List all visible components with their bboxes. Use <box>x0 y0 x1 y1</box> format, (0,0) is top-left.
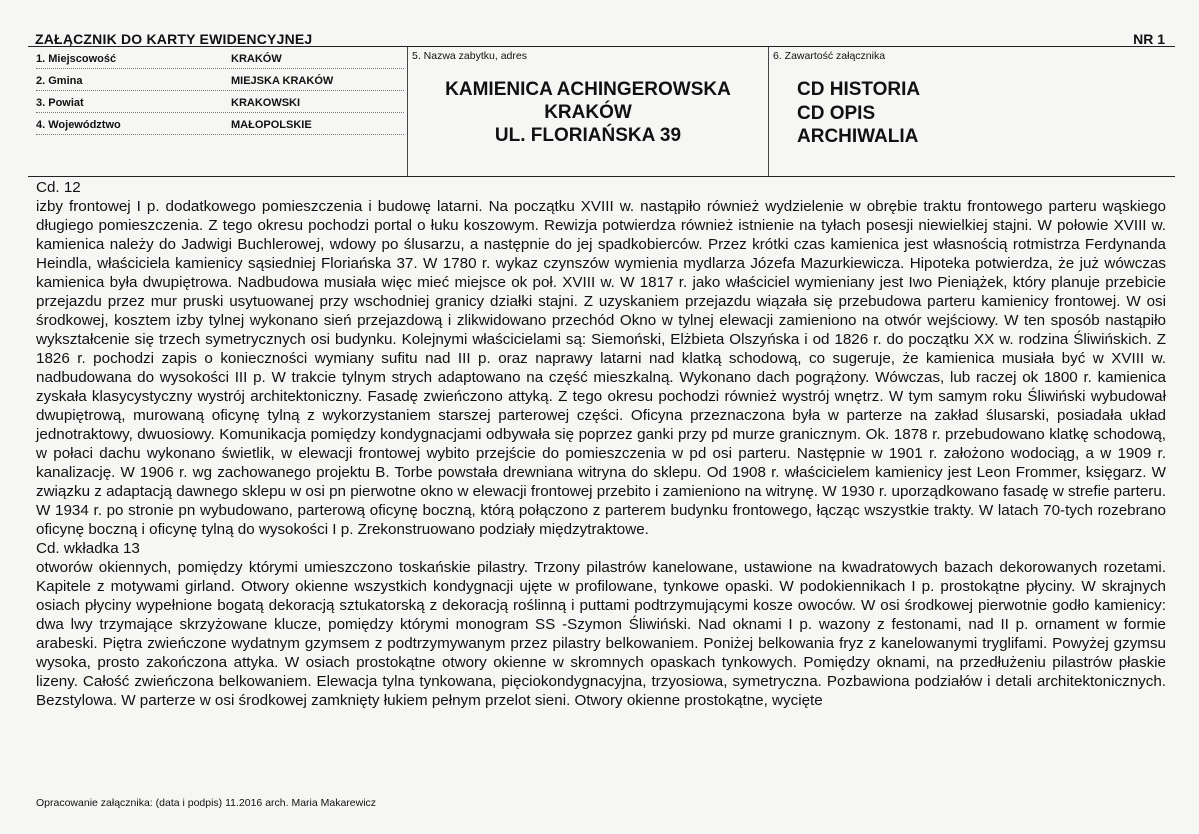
object-line: UL. FLORIAŃSKA 39 <box>494 125 682 146</box>
field-voivodeship <box>36 113 404 135</box>
document-number: NR 1 <box>1133 31 1165 47</box>
field-commune <box>36 69 404 91</box>
contents-line: CD OPIS <box>797 102 876 124</box>
field-value: MIEJSKA KRAKÓW <box>231 75 334 87</box>
field-label: 1. Miejscowość <box>36 53 117 65</box>
footer-author: Opracowanie załącznika: (data i podpis) 11.2016 arch. Maria Makarewicz <box>36 797 377 809</box>
contents-line: ARCHIWALIA <box>797 126 919 147</box>
section-title: Cd. wkładka 13 <box>36 540 140 557</box>
header-bottom-rule <box>28 176 1175 177</box>
location-fields <box>36 47 404 135</box>
section-title: Cd. 12 <box>36 179 81 196</box>
object-line: KAMIENICA ACHINGEROWSKA <box>445 79 731 100</box>
field-value: KRAKÓW <box>231 53 282 65</box>
contents-box <box>797 78 920 149</box>
field-value: MAŁOPOLSKIE <box>231 119 312 131</box>
body-text <box>36 178 1166 710</box>
field-county <box>36 91 404 113</box>
object-name-box <box>408 78 768 147</box>
section-paragraph: izby frontowej I p. dodatkowego pomieszczenia i budowę latarni. Na początku XVIII w. nastąpiło również wydzielenie w obrębie traktu frontowego parteru wąskiego długiego pomieszczenia. Z tego okresu pochodzi portal o łuku koszowym. Rewizja potwierdza również istnienie na tyłach posesji niewielkiej stajni. W połowie XVIII w. kamienica należy do Jadwigi Buchlerowej, wdowy po ślusarzu, a następnie do jej spadkobierców. Przez krótki czas kamienica jest własnością rotmistrza Ferdynanda Heindla, właściciela kamienicy sąsiedniej Floriańska 37. W 1780 r. wykaz czynszów wymienia mydlarza Józefa Mazurkiewicza. Hipoteka potwierdza, że już wówczas kamienica była dwupiętrowa. Nadbudowa musiała więc mieć miejsce ok poł. XVIII w. W 1817 r. jako właściciel wymieniany jest Iwo Pieniążek, który planuje przebicie przejazdu przez mur pruski usytuowanej przy wschodniej granicy działki stajni. Z uzyskaniem przejazdu wiązała się przebudowa parteru kamienicy frontowej. W osi środkowej, kosztem izby tylnej wykonano sień przejazdową i zlikwidowano przechód Okno w tylnej elewacji zamieniono na otwór wejściowy. W ten sposób nastąpiło wykształcenie się trzech symetrycznych osi budynku. Kolejnymi właścicielami są: Siemoński, Elżbieta Olszyńska i od 1826 r. do początku XX w. rodzina Śliwińskich. Z 1826 r. pochodzi zapis o konieczności wymiany sufitu nad III p. oraz naprawy latarni nad klatką schodową, co sugeruje, że kamienica musiała być w XVIII w. nadbudowana do wysokości III p. W trakcie tylnym strych adaptowano na część mieszkalną. Wykonano dach pogrążony. Wówczas, lub raczej ok 1800 r. kamienica zyskała klasycystyczny wystrój architektoniczny. Fasadę zwieńczono attyką. Z tego okresu pochodzi również wystrój wnętrz. W tym samym roku Śliwiński wybudował dwupiętrową, murowaną oficynę tylną z wykorzystaniem starszej parterowej części. Oficyna przeznaczona była w parterze na zakład ślusarski, posiadała układ jednotraktowy, dwuosiowy. Komunikacja pomiędzy kondygnacjami odbywała się poprzez ganki przy pd murze granicznym. Ok. 1878 r. przebudowano klatkę schodową, w połaci dachu wykonano świetlik, w elewacji frontowej wybito przejście do pomieszczenia w pd osi parteru. Następnie w 1901 r. założono wodociąg, a w 1909 r. kanalizację. W 1906 r. wg zachowanego projektu B. Torbe powstała drewniana witryna do sklepu. Od 1908 r. właścicielem kamienicy jest Leon Frommer, księgarz. W związku z adaptacją dawnego sklepu w osi pn pierwotne okno w elewacji frontowej przebito i zamieniono na witrynę. W 1930 r. uporządkowano fasadę w strefie parteru. W 1934 r. po stronie pn wybudowano, parterową oficynę boczną, którą połączono z parterem budynku frontowego, łącząc wszystkie trakty. W latach 70-tych rozebrano oficynę boczną i oficynę tylną do wysokości I p. Zrekonstruowano podziały międzytraktowe. <box>36 198 1166 538</box>
contents-line: CD HISTORIA <box>797 79 921 100</box>
field-label: 3. Powiat <box>36 97 84 109</box>
column-divider <box>768 47 769 176</box>
field-label: 2. Gmina <box>36 75 83 87</box>
document-title: ZAŁĄCZNIK DO KARTY EWIDENCYJNEJ <box>35 31 313 47</box>
object-box-caption: 5. Nazwa zabytku, adres <box>412 50 527 62</box>
field-locality <box>36 47 404 69</box>
section-paragraph: otworów okiennych, pomiędzy którymi umieszczono toskańskie pilastry. Trzony pilastrów kanelowane, ustawione na kwadratowych bazach dekorowanych rozetami. Kapitele z motywami girland. Otwory okienne wszystkich kondygnacji ujęte w profilowane, tynkowe opaski. W podokiennikach I p. prostokątne płyciny. W skrajnych osiach płyciny wypełnione bogatą dekoracją sztukatorską z dekoracją roślinną i puttami podtrzymującymi kosze owoców. W osi środkowej pierwotnie godło kamienicy: dwa lwy trzymające skrzyżowane klucze, pomiędzy którymi monogram SS -Szymon Śliwiński. Nad oknami I p. wazony z festonami, nad II p. ornament w formie arabeski. Piętra zwieńczone wydatnym gzymsem z podtrzymywanym przez pilastry belkowaniem. Poniżej belkowania fryz z kanelowanymi tryglifami. Powyżej gzymsu wysoka, prosto zakończona attyka. W osiach prostokątne otwory okienne w skromnych opaskach tynkowych. Pomiędzy oknami, na przedłużeniu pilastrów płaskie lizeny. Całość zwieńczona belkowaniem. Elewacja tylna tynkowana, pięciokondygnacyjna, trzyosiowa, symetryczna. Pozbawiona podziałów i detali architektonicznych. Bezstylowa. W parterze w osi środkowej zamknięty łukiem pełnym przelot sieni. Otwory okienne prostokątne, wycięte <box>36 559 1166 709</box>
object-line: KRAKÓW <box>544 102 632 123</box>
field-label: 4. Województwo <box>36 119 121 131</box>
contents-box-caption: 6. Zawartość załącznika <box>773 50 886 62</box>
field-value: KRAKOWSKI <box>231 97 301 109</box>
